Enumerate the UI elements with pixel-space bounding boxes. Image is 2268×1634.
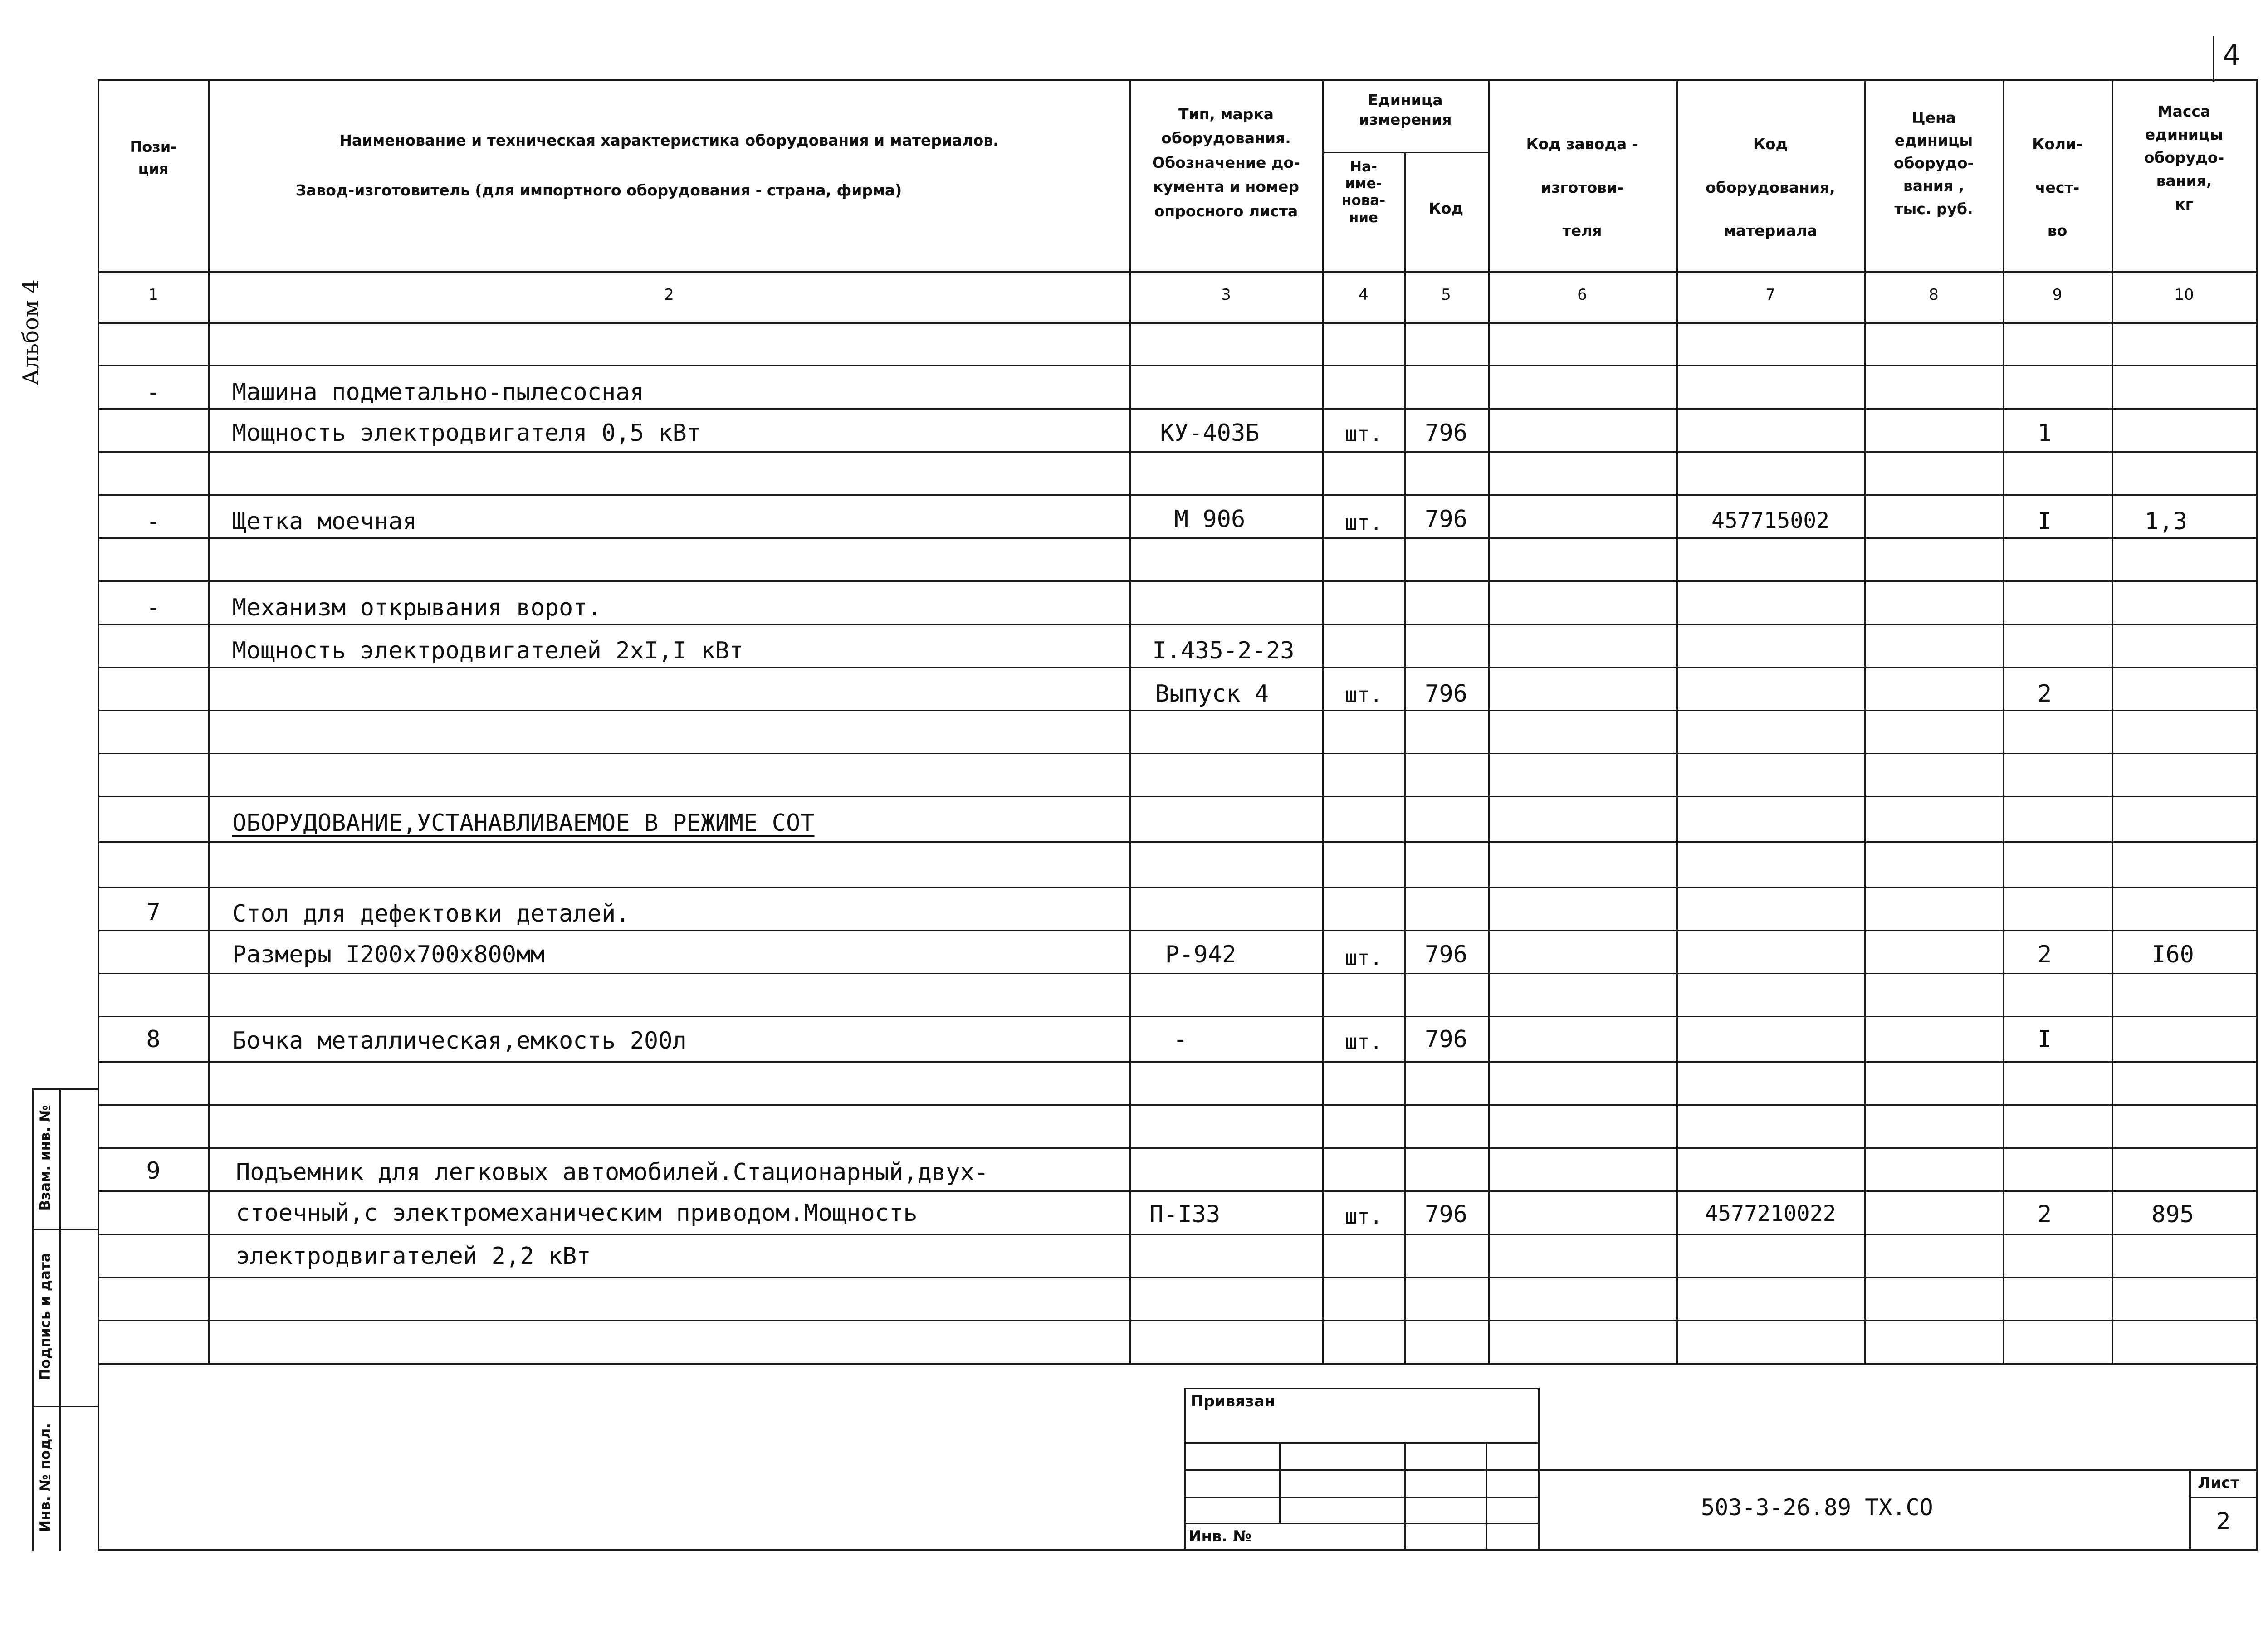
header-unit-code: Код	[1428, 200, 1464, 217]
row-equipment-code: 4577210022	[1705, 1201, 1836, 1226]
header-name-line2: Завод-изготовитель (для импортного оборудования - страна, фирма)	[295, 181, 902, 199]
stamp-line	[1184, 1388, 1538, 1389]
row-name: Размеры I200х700х800мм	[232, 941, 545, 968]
colnum-1: 1	[148, 286, 158, 304]
side-stamp-left-border	[32, 1088, 34, 1551]
col-line	[1864, 79, 1866, 1365]
row-line	[98, 930, 2258, 931]
row-type: КУ-403Б	[1160, 419, 1260, 447]
row-line	[98, 973, 2258, 974]
row-name: Стол для дефектовки деталей.	[232, 900, 630, 927]
col-line	[1676, 79, 1678, 1365]
row-unit-code: 796	[1425, 1026, 1467, 1053]
row-quantity: I	[2037, 508, 2052, 535]
code-block-top	[1538, 1469, 2258, 1471]
colnum-2: 2	[664, 286, 674, 304]
col-line	[2112, 79, 2113, 1365]
row-line	[98, 710, 2258, 711]
row-quantity: 1	[2037, 419, 2052, 447]
row-line	[98, 494, 2258, 496]
table-right-border	[2256, 79, 2258, 1551]
row-line	[98, 1016, 2258, 1017]
row-equipment-code: 457715002	[1711, 508, 1830, 533]
row-name: Щетка моечная	[232, 508, 417, 535]
row-position: 9	[146, 1157, 161, 1185]
header-factory-code: Код завода - изготови- теля	[1526, 135, 1638, 240]
stamp-vline	[1486, 1442, 1487, 1550]
page-corner-number: 4	[2223, 39, 2241, 72]
stamp-line	[1184, 1497, 1538, 1498]
row-mass: I60	[2151, 941, 2194, 968]
corner-divider	[2213, 36, 2214, 82]
row-name: Механизм открывания ворот.	[232, 594, 601, 621]
stamp-line	[1184, 1469, 1538, 1471]
side-inv-original: Инв. № подл.	[37, 1423, 54, 1532]
colnum-4: 4	[1359, 286, 1369, 304]
row-line	[98, 408, 2258, 410]
sheet-box-divider	[2189, 1497, 2258, 1498]
col-line	[1129, 79, 1131, 1365]
row-mass: 1,3	[2145, 508, 2187, 535]
row-name: Подъемник для легковых автомобилей.Стационарный,двух-	[236, 1159, 989, 1186]
stamp-line	[1184, 1442, 1538, 1444]
header-equipment-code: Код оборудования, материала	[1706, 135, 1835, 240]
colnum-6: 6	[1577, 286, 1587, 304]
stamp-inv-label: Инв. №	[1188, 1527, 1252, 1546]
col-line	[208, 79, 210, 1365]
row-name: Мощность электродвигателя 0,5 кВт	[232, 419, 701, 447]
colnum-7: 7	[1765, 286, 1775, 304]
row-name: электродвигателей 2,2 кВт	[236, 1243, 591, 1270]
header-type: Тип, марка оборудования. Обозначение до- кумента и номер опросного листа	[1152, 105, 1300, 220]
row-line	[98, 451, 2258, 453]
row-line	[98, 1104, 2258, 1106]
colnum-bottom-border	[98, 322, 2258, 324]
row-line	[98, 841, 2258, 843]
header-mass: Масса единицы оборудо- вания, кг	[2144, 102, 2224, 213]
stamp-vline	[1279, 1442, 1281, 1523]
stamp-bound-label: Привязан	[1191, 1392, 1276, 1410]
table-left-border	[98, 79, 99, 1551]
row-unit: шт.	[1344, 1204, 1383, 1229]
row-quantity: 2	[2037, 941, 2052, 968]
side-sign-date: Подпись и дата	[37, 1253, 54, 1380]
header-unit-name: На- име- нова- ние	[1341, 159, 1386, 226]
row-line	[98, 537, 2258, 539]
row-line	[98, 1320, 2258, 1321]
section-heading: ОБОРУДОВАНИЕ,УСТАНАВЛИВАЕМОЕ В РЕЖИМЕ СОТ	[232, 810, 815, 837]
album-label: Альбом 4	[18, 279, 44, 385]
sheet-number: 2	[2216, 1508, 2231, 1534]
row-unit-code: 796	[1425, 941, 1467, 968]
row-name: Машина подметально-пылесосная	[232, 379, 644, 406]
row-mass: 895	[2151, 1201, 2194, 1228]
row-type: -	[1173, 1026, 1188, 1053]
header-quantity: Коли- чест- во	[2032, 135, 2082, 240]
side-stamp-inner-line	[59, 1088, 61, 1551]
col-line	[2003, 79, 2004, 1365]
side-stamp-divider	[32, 1229, 99, 1230]
document-code: 503-3-26.89 ТХ.СО	[1701, 1494, 1933, 1521]
col-line	[1404, 152, 1406, 1365]
sheet-label: Лист	[2198, 1474, 2239, 1492]
row-line	[98, 887, 2258, 888]
row-line	[98, 1190, 2258, 1192]
table-top-border	[98, 79, 2258, 81]
row-unit: шт.	[1344, 946, 1383, 970]
row-quantity: 2	[2037, 1201, 2052, 1228]
header-price: Цена единицы оборудо- вания , тыс. руб.	[1893, 109, 1974, 218]
row-type: Выпуск 4	[1155, 680, 1269, 707]
row-name: Мощность электродвигателей 2хI,I кВт	[232, 637, 744, 664]
col-line	[1322, 79, 1324, 1365]
header-name-line1: Наименование и техническая характеристика оборудования и материалов.	[339, 132, 999, 149]
row-unit: шт.	[1344, 683, 1383, 707]
colnum-3: 3	[1221, 286, 1231, 304]
row-position: -	[146, 594, 161, 621]
header-unit-group: Единица измерения	[1359, 91, 1452, 128]
row-unit: шт.	[1344, 1029, 1383, 1054]
row-quantity: 2	[2037, 680, 2052, 707]
row-type: П-I33	[1149, 1201, 1221, 1228]
row-position: -	[146, 379, 161, 406]
row-line	[98, 1147, 2258, 1149]
row-position: 7	[146, 899, 161, 926]
table-bottom-border	[98, 1363, 2258, 1365]
row-line	[98, 580, 2258, 582]
row-line	[98, 1234, 2258, 1235]
stamp-vline	[1184, 1388, 1186, 1550]
row-quantity: I	[2037, 1026, 2052, 1053]
row-unit-code: 796	[1425, 680, 1467, 707]
sheet-bottom-border	[98, 1549, 2258, 1551]
row-position: 8	[146, 1026, 161, 1053]
row-type: I.435-2-23	[1152, 637, 1295, 664]
row-unit-code: 796	[1425, 506, 1467, 533]
row-name: стоечный,с электромеханическим приводом.Мощность	[236, 1200, 918, 1227]
row-name: Бочка металлическая,емкость 200л	[232, 1027, 687, 1054]
row-position: -	[146, 508, 161, 535]
row-unit-code: 796	[1425, 1201, 1467, 1228]
row-line	[98, 365, 2258, 366]
colnum-10: 10	[2174, 286, 2194, 304]
col-line	[1488, 79, 1490, 1365]
row-line	[98, 667, 2258, 668]
row-line	[98, 796, 2258, 797]
row-type: М 906	[1174, 506, 1246, 533]
row-line	[98, 1277, 2258, 1278]
stamp-vline	[1404, 1442, 1406, 1550]
row-line	[98, 1061, 2258, 1063]
stamp-vline	[1538, 1388, 1540, 1550]
colnum-8: 8	[1929, 286, 1939, 304]
row-unit-code: 796	[1425, 419, 1467, 447]
colnum-9: 9	[2052, 286, 2063, 304]
stamp-line	[1184, 1523, 1538, 1524]
row-line	[98, 753, 2258, 754]
side-replace-inv: Взам. инв. №	[37, 1105, 54, 1211]
header-bottom-border	[98, 271, 2258, 273]
row-line	[98, 624, 2258, 625]
header-position: Пози- ция	[130, 138, 177, 177]
row-unit: шт.	[1344, 422, 1383, 446]
row-unit: шт.	[1344, 510, 1383, 535]
row-type: Р-942	[1165, 941, 1237, 968]
colnum-5: 5	[1441, 286, 1451, 304]
